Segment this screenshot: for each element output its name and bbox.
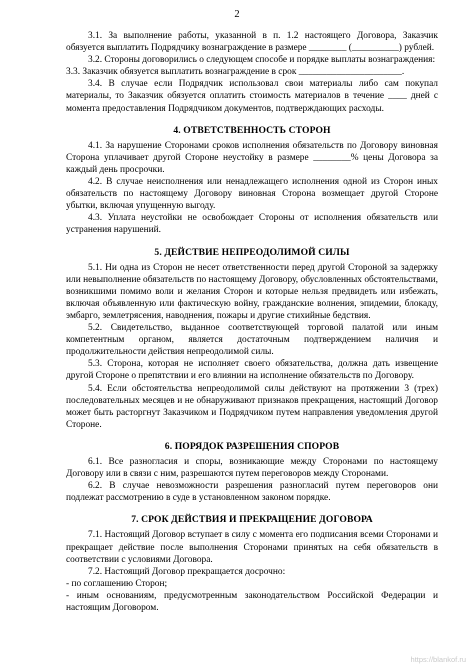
clause-5-1: 5.1. Ни одна из Сторон не несет ответственности перед другой Стороной за задержку или невыполнение обязательств по настоящему Договору, обусловленных обстоятельствами, возникшими помимо воли и желания Сторон и которые нельзя предвидеть или избежать, включая объявленную или фактическую войну, гражданские волнения, эпидемии, блокаду, эмбарго, землетрясения, наводнения, пожары и другие стихийные бедствия. [66, 262, 438, 321]
clause-5-3: 5.3. Сторона, которая не исполняет своего обязательства, должна дать извещение другой Стороне о препятствии и его влиянии на исполнение обязательств по Договору. [66, 359, 438, 382]
clause-3-1: 3.1. За выполнение работы, указанной в п. 1.2 настоящего Договора, Заказчик обязуется выплатить Подрядчику вознаграждение в размере ________ (__________) рублей. [66, 31, 438, 54]
clause-3-3: 3.3. Заказчик обязуется выплатить вознаграждение в срок ______________________. [66, 67, 405, 78]
clause-6-1: 6.1. Все разногласия и споры, возникающие между Сторонами по настоящему Договору или в связи с ним, разрешаются путем переговоров между Сторонами. [66, 457, 438, 480]
section-4-title: 4. ОТВЕТСТВЕННОСТЬ СТОРОН [173, 124, 331, 136]
clause-6-2: 6.2. В случае невозможности разрешения разногласий путем переговоров они подлежат рассмотрению в суде в установленном законом порядке. [66, 481, 438, 504]
clause-3-2: 3.2. Стороны договорились о следующем способе и порядке выплаты вознаграждения: [88, 55, 436, 66]
clause-4-2: 4.2. В случае неисполнения или ненадлежащего исполнения одной из Сторон иных обязательств по настоящему Договору виновная Сторона возмещает другой Стороне убытки, включая упущенную выгоду. [66, 177, 438, 212]
clause-5-2: 5.2. Свидетельство, выданное соответствующей торговой палатой или иным компетентным органом, является достаточным подтверждением наличия и продолжительности действия непреодолимой силы. [66, 323, 438, 358]
list-item: - по соглашению Сторон; [66, 578, 168, 589]
section-7-title: 7. СРОК ДЕЙСТВИЯ И ПРЕКРАЩЕНИЕ ДОГОВОРА [131, 514, 373, 526]
clause-3-4: 3.4. В случае если Подрядчик использовал свои материалы либо сам покупал материалы, то Заказчик обязуется оплатить стоимость материалов в течение ____ дней с момента предоставления Подрядчиком документов, подтверждающих расходы. [66, 79, 438, 114]
page-number: 2 [234, 9, 240, 20]
clause-4-3: 4.3. Уплата неустойки не освобождает Стороны от исполнения обязательств или устранения нарушений. [66, 213, 438, 236]
section-5-title: 5. ДЕЙСТВИЕ НЕПРЕОДОЛИМОЙ СИЛЫ [154, 246, 350, 258]
list-item: - иным основаниям, предусмотренным законодательством Российской Федерации и настоящим Договором. [66, 590, 438, 614]
document-body [66, 30, 438, 614]
clause-4-1: 4.1. За нарушение Сторонами сроков исполнения обязательств по Договору виновная Сторона уплачивает другой Стороне неустойку в размере ________% цены Договора за каждый день просрочки. [66, 140, 438, 175]
clause-7-1: 7.1. Настоящий Договор вступает в силу с момента его подписания всеми Сторонами и прекращает действие после выполнения Сторонами принятых на себя обязательств в соответствии с условиями Договора. [66, 530, 438, 565]
section-6-title: 6. ПОРЯДОК РАЗРЕШЕНИЯ СПОРОВ [164, 440, 340, 452]
watermark-link[interactable]: https://blankof.ru [410, 655, 466, 664]
clause-5-4: 5.4. Если обстоятельства непреодолимой силы действуют на протяжении 3 (трех) последовательных месяцев и не обнаруживают признаков прекращения, настоящий Договор может быть расторгнут Заказчиком и Подрядчиком путем направления уведомления другой Стороне. [66, 383, 438, 430]
clause-7-2: 7.2. Настоящий Договор прекращается досрочно: [88, 566, 286, 577]
